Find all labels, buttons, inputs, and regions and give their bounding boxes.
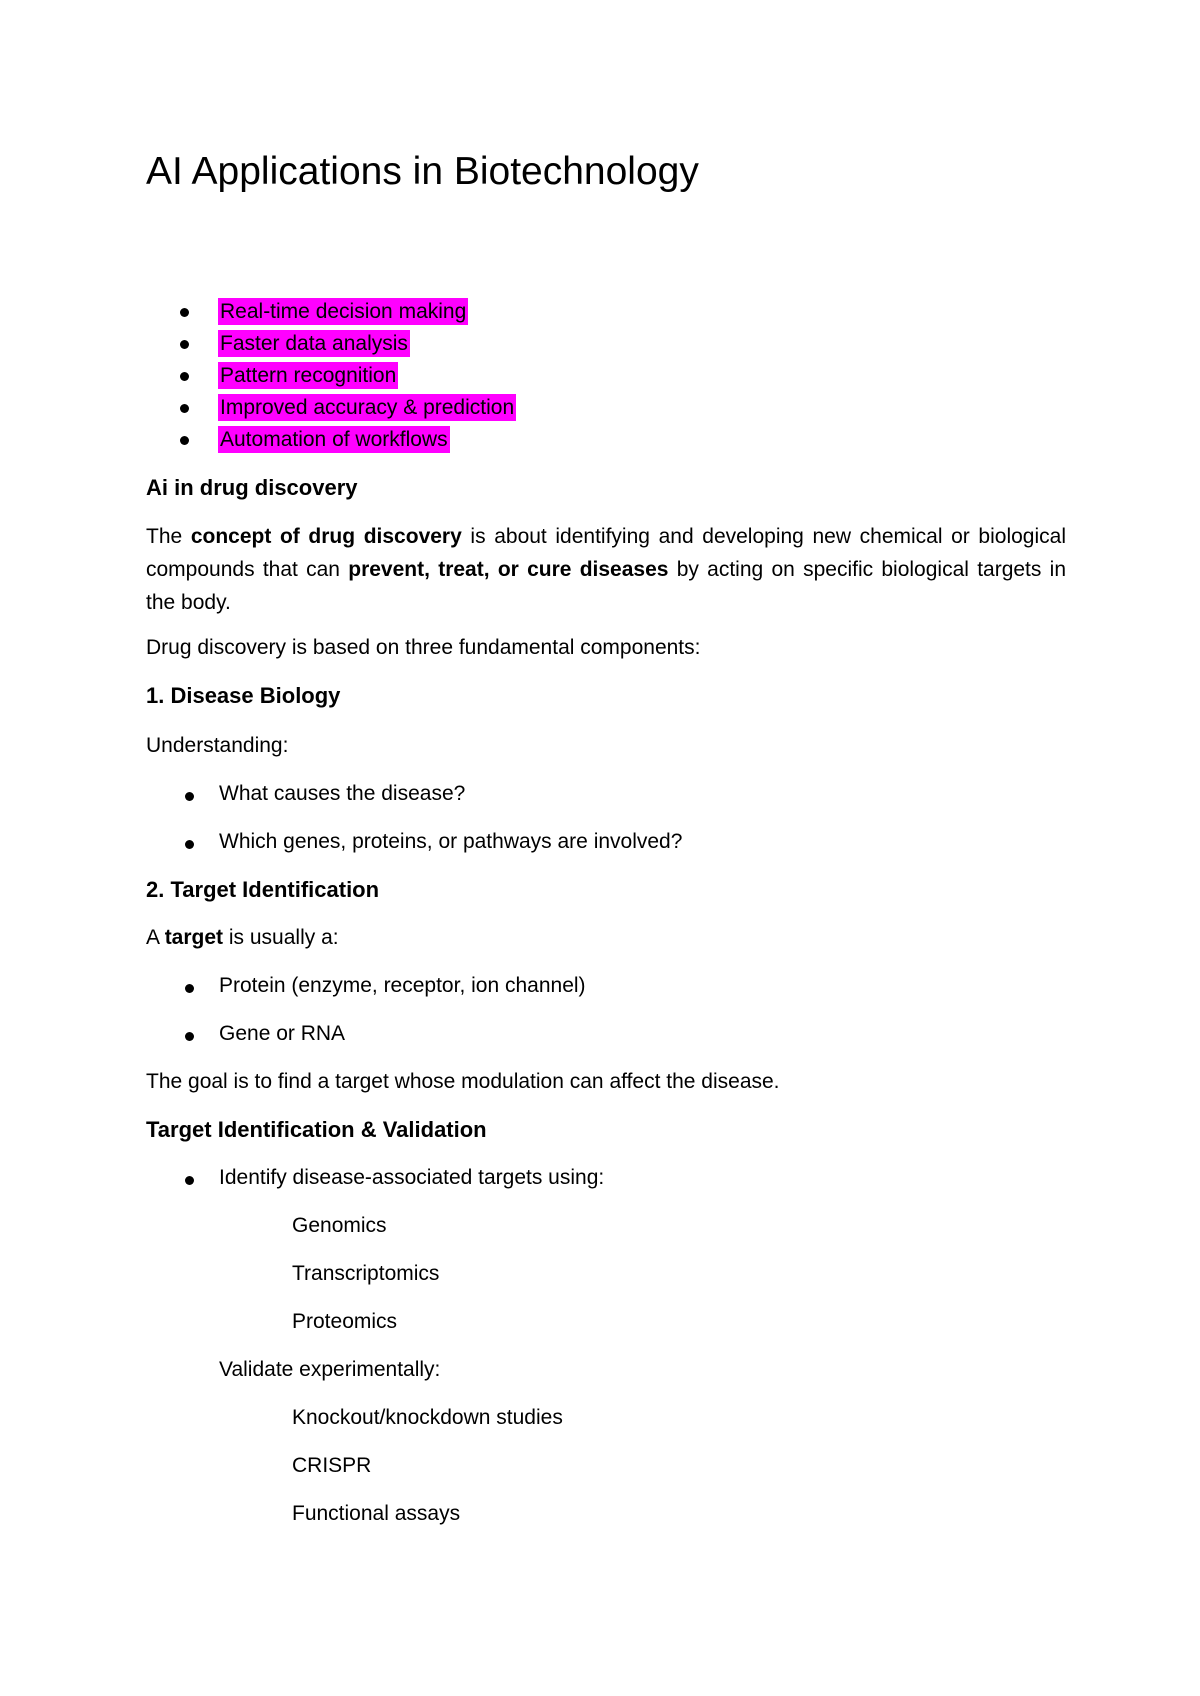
list-item [0, 296, 600, 328]
experiment-item: Knockout/knockdown studies [292, 1406, 563, 1429]
list-item: Gene or RNA [219, 1022, 346, 1045]
bold-text: concept of drug discovery [190, 525, 462, 548]
bold-text: prevent, treat, or cure diseases [348, 558, 669, 581]
experiment-item: Functional assays [292, 1502, 461, 1525]
concept-paragraph [146, 520, 1066, 619]
list-item [0, 424, 600, 456]
bullet-icon [185, 984, 194, 993]
list-item [0, 392, 600, 424]
components-paragraph: Drug discovery is based on three fundamental components: [146, 636, 701, 659]
section-heading-disease-biology: 1. Disease Biology [146, 683, 341, 708]
experiment-item: CRISPR [292, 1454, 372, 1477]
page-title: AI Applications in Biotechnology [146, 150, 699, 193]
target-intro [146, 924, 339, 952]
list-item [0, 328, 600, 360]
method-item: Proteomics [292, 1310, 398, 1333]
paragraph-text: The [146, 525, 191, 548]
list-item: Which genes, proteins, or pathways are involved? [219, 830, 683, 853]
paragraph-text: by acting on specific biological targets in the body. [146, 558, 1066, 614]
paragraph-text: is about identifying and developing new chemical or biological compounds that can [146, 525, 1066, 581]
list-item [0, 360, 600, 392]
list-item: Protein (enzyme, receptor, ion channel) [219, 974, 586, 997]
bullet-icon [180, 436, 189, 445]
bullet-icon [180, 308, 189, 317]
section-heading-target-identification: 2. Target Identification [146, 877, 380, 902]
bullet-icon [185, 1176, 194, 1185]
highlighted-text: Pattern recognition [220, 364, 397, 387]
bullet-icon [180, 404, 189, 413]
highlighted-text: Improved accuracy & prediction [220, 396, 515, 419]
section-heading-validation: Target Identification & Validation [146, 1117, 487, 1142]
list-item: Identify disease-associated targets using: [219, 1166, 605, 1189]
highlighted-text: Faster data analysis [220, 332, 408, 355]
section-heading-ai: Ai in drug discovery [146, 475, 358, 500]
bullet-icon [185, 840, 194, 849]
bullet-icon [180, 372, 189, 381]
highlighted-text: Automation of workflows [220, 428, 448, 451]
goal-paragraph: The goal is to find a target whose modulation can affect the disease. [146, 1070, 780, 1093]
bold-text: target [164, 926, 224, 949]
method-item: Transcriptomics [292, 1262, 440, 1285]
understanding-label: Understanding: [146, 734, 289, 757]
bullet-icon [185, 792, 194, 801]
paragraph-text: is usually a: [223, 926, 339, 949]
bullet-icon [180, 340, 189, 349]
paragraph-text: A [146, 926, 165, 949]
bullet-icon [185, 1032, 194, 1041]
method-item: Genomics [292, 1214, 387, 1237]
validate-label: Validate experimentally: [219, 1358, 441, 1381]
highlighted-text: Real-time decision making [220, 300, 467, 323]
list-item: What causes the disease? [219, 782, 466, 805]
